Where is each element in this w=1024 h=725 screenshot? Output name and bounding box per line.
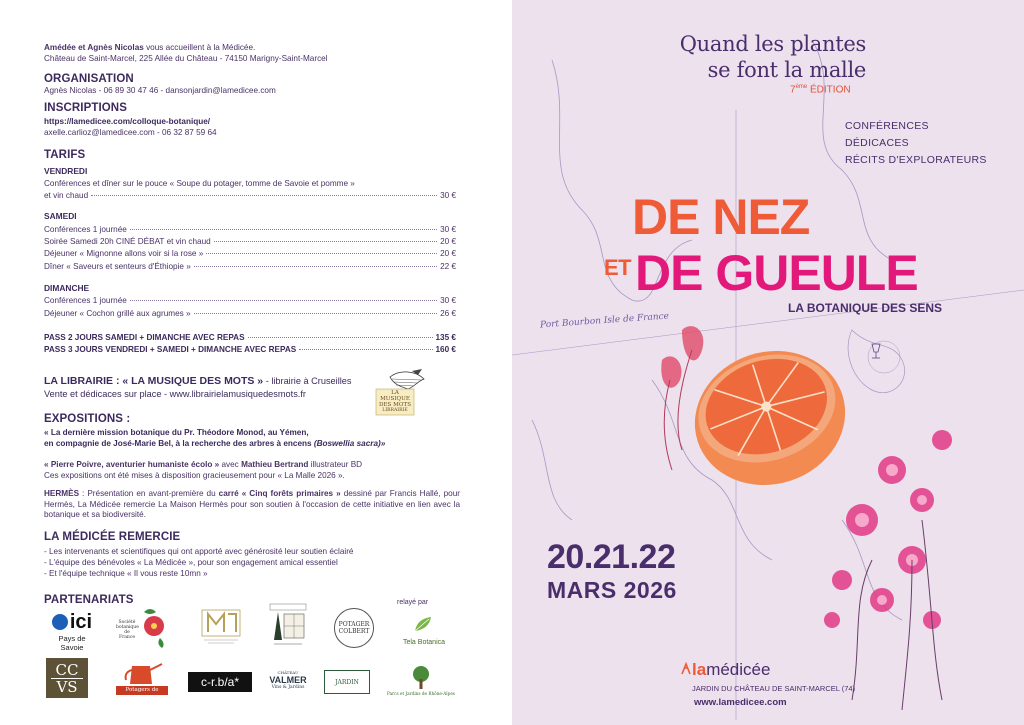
vendredi-label: VENDREDI	[44, 166, 88, 176]
headline-et: ET	[604, 255, 632, 280]
expo-text: avec	[219, 460, 242, 469]
headline-line1: DE NEZ	[632, 189, 810, 245]
expo-p3	[44, 489, 460, 521]
price-row	[44, 296, 456, 307]
price-row	[44, 249, 456, 260]
expositions-heading: EXPOSITIONS :	[44, 413, 131, 425]
flower-mark-icon	[680, 662, 692, 676]
event-month: MARS 2026	[547, 577, 677, 603]
price-value: 20 €	[440, 237, 456, 246]
price-row	[44, 309, 456, 320]
event-dates: 20.21.22	[547, 538, 676, 576]
expo-p1	[44, 428, 460, 449]
potager-text: POTAGER COLBERT	[338, 621, 370, 635]
m-monogram-logo	[198, 606, 244, 650]
intro-line	[44, 43, 255, 54]
expo-p1-text: en compagnie de José-Marie Bel, à la recherche des arbres à encens	[44, 438, 314, 448]
vendredi-price-row	[44, 191, 456, 202]
samedi-label: SAMEDI	[44, 211, 77, 221]
ccvs-text: CC	[55, 660, 79, 679]
librairie-logo	[372, 367, 436, 417]
hosts-name: Amédée et Agnès Nicolas	[44, 43, 144, 52]
expo-p2-line: Ces expositions ont été mises à disposition gracieusement pour « La Malle 2026 ».	[44, 470, 345, 480]
address: Château de Saint-Marcel, 225 Allée du Château - 74150 Marigny-Saint-Marcel	[44, 54, 328, 63]
price-label: Dîner « Saveurs et senteurs d'Éthiopie »	[44, 262, 191, 271]
expo-text: illustrateur BD	[308, 460, 363, 469]
price-row	[44, 225, 456, 236]
program-item: DÉDICACES	[845, 137, 909, 149]
vendredi-price: 30 €	[440, 191, 456, 200]
price-label: Déjeuner « Cochon grillé aux agrumes »	[44, 309, 191, 318]
ici-text: ici	[69, 610, 93, 633]
remercie-item: - Les intervenants et scientifiques qui ont apporté avec générosité leur soutien éclairé	[44, 547, 354, 556]
tela-botanica-logo	[396, 612, 452, 648]
valmer-sub: Vins & Jardins	[271, 685, 305, 690]
ccvs-text: VS	[56, 677, 78, 696]
map-illustration	[512, 0, 1024, 725]
title-line1: Quand les plantes	[679, 32, 866, 56]
relaye-label: relayé par	[397, 599, 429, 606]
hermes-label: HERMÈS	[44, 489, 80, 498]
logo-text: MUSIQUE	[380, 396, 410, 402]
price-label: Conférences 1 journée	[44, 225, 127, 234]
expo-p1-italic: (Boswellia sacra)»	[313, 438, 386, 448]
brand-logo	[680, 660, 770, 680]
jardin-text: JARDIN	[335, 678, 359, 686]
dimanche-label: DIMANCHE	[44, 283, 90, 293]
ici-sub: Pays de Savoie	[58, 633, 86, 652]
price-value: 30 €	[440, 296, 456, 305]
librairie-line	[44, 375, 351, 387]
organisation-heading: ORGANISATION	[44, 73, 134, 85]
edition-sup: ème	[795, 84, 808, 90]
potagers-text: Potagers de France	[125, 687, 159, 702]
jardin-logo	[324, 670, 370, 694]
expo-author: Mathieu Bertrand	[241, 460, 309, 469]
remercie-item: - L'équipe des bénévoles « La Médicée », pour son engagement amical essentiel	[44, 558, 338, 567]
ccvs-logo	[46, 658, 88, 698]
map-caption: Port Bourbon Isle de France	[539, 311, 670, 331]
m-monogram-icon	[198, 606, 244, 650]
ici-logo	[46, 610, 98, 652]
expo-title: « Pierre Poivre, aventurier humaniste écolo »	[44, 460, 220, 469]
welcome-text: vous accueillent à la Médicée.	[143, 43, 256, 52]
leaf-icon	[411, 615, 437, 635]
jardins-remarquables-logo	[268, 602, 308, 650]
societe-botanique-logo	[116, 604, 172, 648]
librairie-title: LA LIBRAIRIE : « LA MUSIQUE DES MOTS »	[44, 375, 264, 387]
title-line2: se font la malle	[707, 58, 866, 82]
carre-title: carré « Cinq forêts primaires »	[218, 489, 341, 498]
tela-text: Tela Botanica	[402, 638, 446, 646]
logo-text: LA	[391, 390, 399, 396]
price-value: 22 €	[440, 262, 456, 271]
price-label: Soirée Samedi 20h CINÉ DÉBAT et vin chaud	[44, 237, 211, 246]
hermes-text: dessiné par Francis Hallé, pour Hermès, La Médicée remercie La Maison Hermès pour son soutien à l'occasion de cette initiative en lien avec la botanique et sa biodiversité.	[44, 489, 460, 520]
price-label: Conférences 1 journée	[44, 296, 127, 305]
brand-la: la	[692, 660, 707, 679]
pass-label: PASS 3 JOURS VENDREDI + SAMEDI + DIMANCHE AVEC REPAS	[44, 345, 297, 354]
brand-website[interactable]: www.lamedicee.com	[694, 697, 787, 708]
inscriptions-contact[interactable]: axelle.carlioz@lamedicee.com - 06 32 87 59 64	[44, 128, 217, 137]
crba-text: c-r.b/a*	[200, 675, 239, 689]
librairie-suffix: - librairie à Cruseilles	[263, 376, 352, 386]
brand-subtitle: JARDIN DU CHÂTEAU DE SAINT-MARCEL (74)	[692, 684, 856, 693]
organisation-contact: Agnès Nicolas - 06 89 30 47 46 - dansonjardin@lamedicee.com	[44, 86, 276, 95]
tree-icon	[408, 665, 434, 691]
inscriptions-url[interactable]: https://lamedicee.com/colloque-botanique/	[44, 117, 211, 126]
crba-logo	[188, 672, 252, 692]
pass-price: 135 €	[435, 333, 456, 342]
tagline: LA BOTANIQUE DES SENS	[788, 301, 943, 315]
program-item: RÉCITS D'EXPLORATEURS	[845, 154, 987, 166]
librairie-website[interactable]: Vente et dédicaces sur place - www.librairielamusiquedesmots.fr	[44, 389, 306, 399]
parcs-jardins-logo	[386, 660, 456, 700]
expo-p2	[44, 460, 460, 481]
parcs-text: Parcs et Jardins de Rhône-Alpes	[387, 690, 455, 696]
price-row	[44, 262, 456, 273]
partenariats-heading: PARTENARIATS	[44, 594, 134, 606]
program-item: CONFÉRENCES	[845, 120, 929, 132]
valmer-text: VALMER	[269, 675, 307, 685]
expo-p2-line	[44, 460, 460, 471]
remercie-heading: LA MÉDICÉE REMERCIE	[44, 531, 181, 543]
brand-name: médicée	[706, 660, 771, 679]
potager-colbert-logo	[334, 608, 374, 648]
remercie-item: - Et l'équipe technique « Il vous reste 10mn »	[44, 569, 208, 578]
pass-row	[44, 333, 456, 344]
edition-number: 7	[790, 84, 796, 96]
price-value: 30 €	[440, 225, 456, 234]
tarifs-heading: TARIFS	[44, 149, 86, 161]
expo-p1-line	[44, 439, 460, 450]
expo-p1-line: « La dernière mission botanique du Pr. Théodore Monod, au Yémen,	[44, 428, 309, 437]
garden-icon	[268, 602, 308, 650]
right-panel	[512, 0, 1024, 725]
pass-label: PASS 2 JOURS SAMEDI + DIMANCHE AVEC REPAS	[44, 333, 245, 342]
edition-label	[790, 84, 851, 95]
pass-row	[44, 345, 456, 356]
edition-word: ÉDITION	[807, 84, 851, 96]
pass-price: 160 €	[435, 345, 456, 354]
valmer-logo: CHÂTEAU VALMER Vins & Jardins	[269, 670, 307, 690]
hermes-text: : Présentation en avant-première du	[79, 489, 219, 498]
vendredi-line2: et vin chaud	[44, 191, 89, 200]
price-value: 26 €	[440, 309, 456, 318]
price-label: Déjeuner « Mignonne allons voir si la rose »	[44, 249, 204, 258]
price-value: 20 €	[440, 249, 456, 258]
potagers-de-france-logo	[114, 660, 170, 702]
societe-text: Société botanique de France	[116, 620, 139, 640]
logo-text: DES MOTS	[378, 402, 412, 408]
vendredi-line1: Conférences et dîner sur le pouce « Soupe du potager, tomme de Savoie et pomme »	[44, 179, 355, 188]
price-row	[44, 237, 456, 248]
headline-line2: DE GUEULE	[635, 245, 918, 301]
logo-text: LIBRAIRIE	[382, 408, 408, 413]
inscriptions-heading: INSCRIPTIONS	[44, 102, 127, 114]
